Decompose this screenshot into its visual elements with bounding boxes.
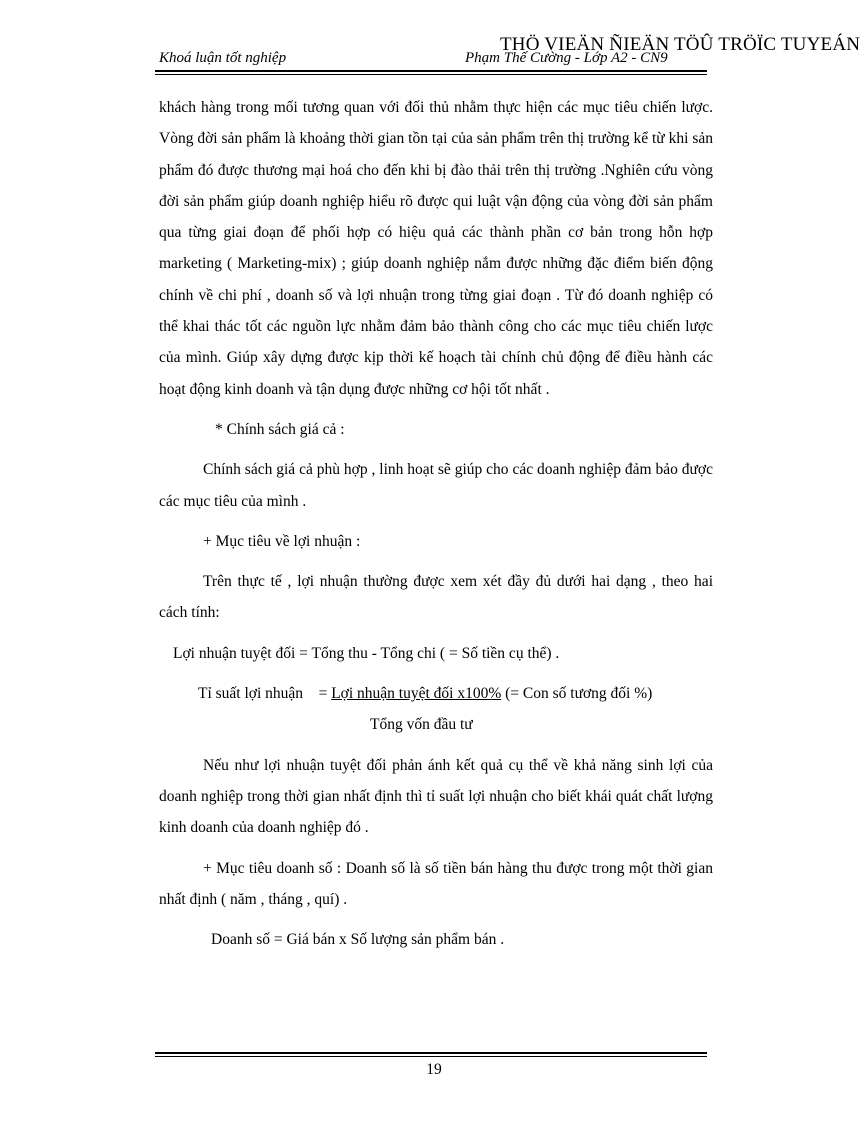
paragraph-profit-forms: Trên thực tế , lợi nhuận thường được xem xét đầy đủ dưới hai dạng , theo hai cách tính: <box>159 573 713 622</box>
header-thesis-title: Khoá luận tốt nghiệp <box>159 50 287 66</box>
heading-price-policy: * Chính sách giá cả : <box>215 420 345 438</box>
header-rule-thick <box>155 70 707 72</box>
formula-profit-rate-equals: = <box>318 685 328 703</box>
formula-profit-rate-numerator: Lợi nhuận tuyệt đối x100% <box>331 685 502 703</box>
formula-profit-rate-denominator: Tổng vốn đầu tư <box>370 716 473 734</box>
footer-rule-thick <box>155 1052 707 1054</box>
heading-profit-goal: + Mục tiêu về lợi nhuận : <box>203 532 361 550</box>
watermark-text: THÖ VIEÄN ÑIEÄN TÖÛ TRÖÏC TUYEÁN <box>500 34 861 55</box>
paragraph-revenue-goal: + Mục tiêu doanh số : Doanh số là số tiền bán hàng thu được trong một thời gian nhất định ( năm , tháng , quí) . <box>159 859 713 908</box>
paragraph-product-lifecycle: khách hàng trong mối tương quan với đối thủ nhằm thực hiện các mục tiêu chiến lược. Vòng đời sản phẩm là khoảng thời gian tồn tại của sản phẩm trên thị trường kể từ khi sản phẩm đó được thương mại hoá cho đến khi bị đào thải trên thị trường .Nghiên cứu vòng đời sản phẩm giúp doanh nghiệp hiểu rõ được qui luật vận động của vòng đời sản phẩm qua từng giai đoạn để phối hợp có hiệu quả các thành phần cơ bản trong hỗn hợp marketing ( Marketing-mix) ; giúp doanh nghiệp nắm được những đặc điểm biến động chính về chi phí , doanh số và lợi nhuận trong từng giai đoạn . Từ đó doanh nghiệp có thể khai thác tốt các nguồn lực nhằm đảm bảo thành công cho các mục tiêu chiến lược của mình. Giúp xây dựng được kịp thời kế hoạch tài chính chủ động để điều hành các hoạt động kinh doanh và tận dụng được những cơ hội tốt nhất . <box>159 99 713 398</box>
footer-rule-thin <box>155 1056 707 1057</box>
formula-profit-rate <box>159 678 713 709</box>
header-author: Phạm Thế Cường - Lớp A2 - CN9 <box>465 50 668 66</box>
formula-profit-rate-label: Tỉ suất lợi nhuận <box>198 685 304 703</box>
header-rule-thin <box>155 74 707 75</box>
paragraph-profit-comparison: Nếu như lợi nhuận tuyệt đối phản ánh kết quả cụ thể về khả năng sinh lợi của doanh nghiệp trong thời gian nhất định thì tỉ suất lợi nhuận cho biết khái quát chất lượng kinh doanh của doanh nghiệp đó . <box>159 756 713 837</box>
formula-absolute-profit: Lợi nhuận tuyệt đối = Tổng thu - Tổng chi ( = Số tiền cụ thể) . <box>173 644 560 662</box>
page-number: 19 <box>426 1061 442 1078</box>
paragraph-price-policy: Chính sách giá cả phù hợp , linh hoạt sẽ giúp cho các doanh nghiệp đảm bảo được các mục tiêu của mình . <box>159 461 713 510</box>
formula-profit-rate-suffix: (= Con số tương đối %) <box>505 685 653 703</box>
page-body <box>159 92 713 955</box>
formula-revenue: Doanh số = Giá bán x Số lượng sản phẩm bán . <box>211 931 505 949</box>
